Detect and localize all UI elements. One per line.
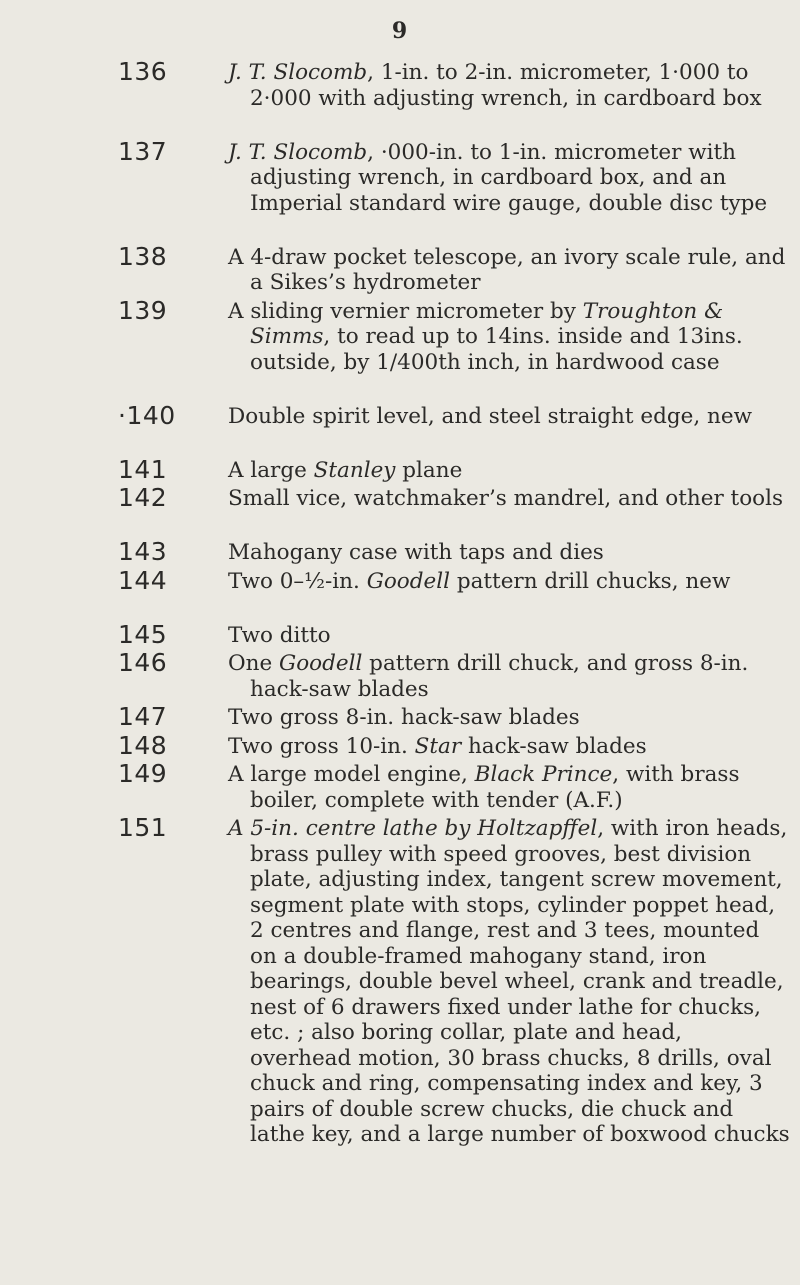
italic-text: Troughton & Simms	[250, 298, 724, 349]
italic-text: Stanley	[313, 457, 396, 483]
lot-description	[228, 623, 790, 649]
lot-number: 147	[118, 702, 168, 731]
lot-description	[228, 245, 790, 296]
italic-text: J. T. Slocomb	[228, 139, 368, 165]
lot-number: 143	[118, 537, 168, 566]
lot-description	[228, 140, 790, 217]
lot-description	[228, 705, 790, 731]
lot-number: 142	[118, 483, 168, 512]
italic-text: A 5-in. centre lathe by Holtzapffel	[228, 816, 598, 841]
italic-text: Black Prince	[474, 762, 613, 787]
text-run: One	[228, 651, 280, 676]
lot-number: 144	[118, 565, 168, 595]
text-run: Mahogany case with taps and dies	[228, 540, 604, 565]
text-run: , ·000-in. to 1-in. micrometer with adjusting wrench, in cardboard box, and an Imperial standard wire gauge, double disc type	[250, 139, 768, 216]
lot-number: 138	[118, 241, 168, 271]
text-run: Double spirit level, and steel straight edge, new	[228, 403, 752, 429]
lot-number: 139	[118, 295, 168, 325]
lot-number: 145	[118, 619, 168, 649]
page-number: 9	[391, 18, 409, 44]
lot-number: 148	[118, 730, 168, 760]
lot-description	[228, 762, 790, 813]
lot-description	[228, 734, 790, 760]
lot-description	[228, 651, 790, 702]
lot-description	[228, 458, 790, 484]
lot-number: 149	[118, 759, 168, 788]
text-run: A 4-draw pocket telescope, an ivory scale rule, and a Sikes’s hydrometer	[228, 244, 786, 295]
lot-number: 137	[118, 136, 168, 166]
text-run: hack-saw blades	[461, 733, 647, 759]
lot-description	[228, 816, 790, 1148]
lot-description	[228, 60, 790, 111]
italic-text: J. T. Slocomb	[228, 60, 368, 85]
text-run: Two gross 10-in.	[228, 733, 415, 759]
text-run: , to read up to 14ins. inside and 13ins. outside, by 1/400th inch, in hardwood case	[250, 324, 743, 375]
italic-text: Goodell	[366, 568, 450, 594]
text-run: A sliding vernier micrometer by	[228, 298, 583, 324]
text-run: Two gross 8-in. hack-saw blades	[228, 705, 580, 730]
lot-description	[228, 404, 790, 430]
lot-number: 151	[118, 813, 168, 842]
lot-description	[228, 486, 790, 512]
lot-number: 136	[118, 57, 168, 86]
text-run: A large	[228, 457, 314, 483]
text-run: pattern drill chuck, and gross 8-in. hack-saw blades	[250, 651, 749, 702]
lot-description	[228, 540, 790, 566]
lot-number: ·140	[118, 400, 176, 430]
text-run: A large model engine,	[228, 762, 475, 787]
text-run: , with iron heads, brass pulley with speed grooves, best division plate, adjusting index, tangent screw movement, segment plate with stops, cylinder poppet head, 2 centres and flange, rest and 3 tees, mounted on a double-framed mahogany stand, iron bearings, double bevel wheel, crank and treadle, nest of 6 drawers fixed under lathe for chucks, etc. ; also boring collar, plate and head, overhead motion, 30 brass chucks, 8 drills, oval chuck and ring, compensating index and key, 3 pairs of double screw chucks, die chuck and lathe key, and a large number of boxwood chucks	[250, 816, 790, 1147]
text-run: Small vice, watchmaker’s mandrel, and other tools	[228, 486, 783, 511]
italic-text: Star	[414, 733, 462, 759]
lot-number: 141	[118, 454, 168, 484]
italic-text: Goodell	[279, 651, 363, 676]
lot-description	[228, 299, 790, 376]
text-run: pattern drill chucks, new	[450, 568, 731, 594]
lot-description	[228, 569, 790, 595]
lot-number: 146	[118, 648, 168, 677]
text-run: , with brass boiler, complete with tender (A.F.)	[250, 762, 740, 813]
text-run: plane	[395, 457, 463, 483]
text-run: Two ditto	[228, 622, 331, 648]
text-run: Two 0–½-in.	[228, 568, 367, 594]
text-run: , 1-in. to 2-in. micrometer, 1·000 to 2·000 with adjusting wrench, in cardboard box	[250, 60, 762, 111]
